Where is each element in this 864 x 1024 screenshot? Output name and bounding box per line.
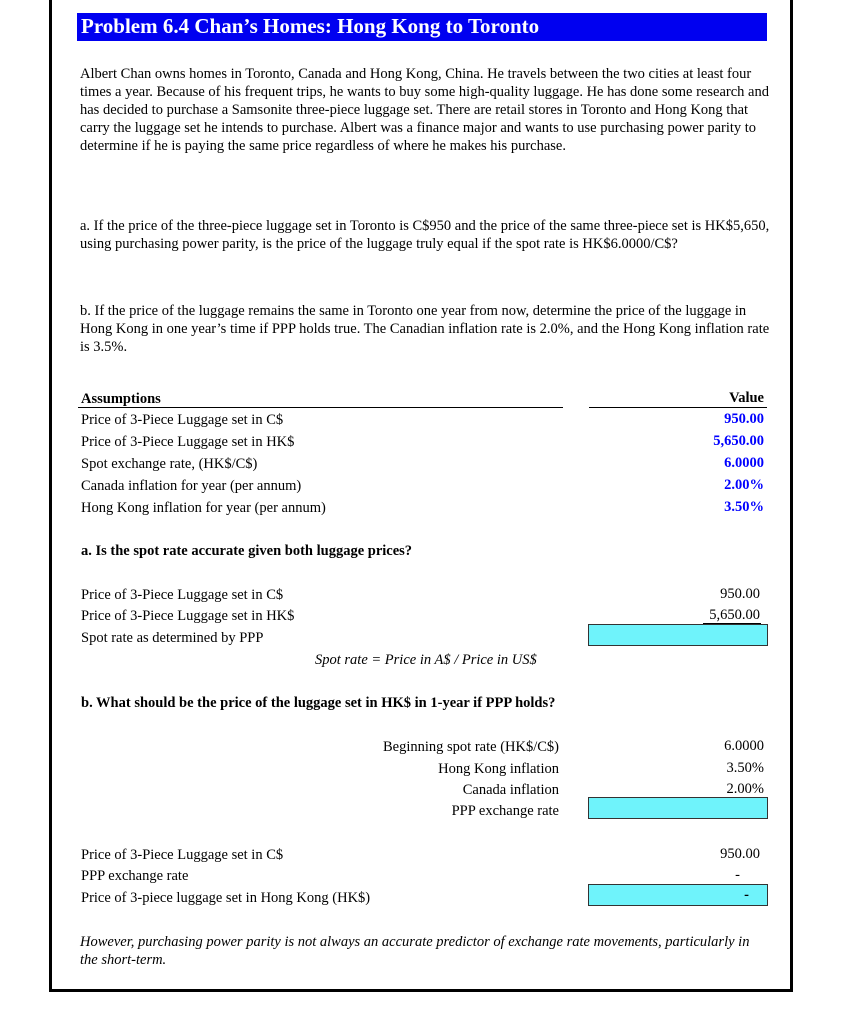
section-b-value: - <box>735 867 740 883</box>
assumption-label: Hong Kong inflation for year (per annum) <box>81 500 326 516</box>
calc-label: Canada inflation <box>462 782 559 798</box>
title-bar <box>77 13 767 41</box>
section-a-label: Spot rate as determined by PPP <box>81 630 264 646</box>
page-title: Problem 6.4 Chan’s Homes: Hong Kong to Toronto <box>81 14 540 38</box>
assumptions-header: Assumptions <box>81 391 161 407</box>
assumption-label: Canada inflation for year (per annum) <box>81 478 302 494</box>
ppp-spot-rate-answer-cell[interactable] <box>588 624 768 646</box>
section-a-value: 5,650.00 <box>709 607 760 623</box>
intro-paragraph: Albert Chan owns homes in Toronto, Canada and Hong Kong, China. He travels between the two cities at least four times a year. Because of his frequent trips, he wants to buy some high-quality luggage. He has done some research and has decided to purchase a Samsonite three-piece luggage set. There are retail stores in Toronto and Hong Kong that carry the luggage set he intends to purchase. Albert was a finance major and wants to use purchasing power parity to determine if he is paying the same price regardless of where he makes his purchase. <box>80 66 769 154</box>
assumption-label: Price of 3-Piece Luggage set in HK$ <box>81 434 295 450</box>
ppp-note: However, purchasing power parity is not always an accurate predictor of exchange rate movements, particularly in the short-term. <box>80 934 750 968</box>
question-a: a. If the price of the three-piece luggage set in Toronto is C$950 and the price of the same three-piece set is HK$5,650, using purchasing power parity, is the price of the luggage truly equal if the spot rate is HK$6.0000/C$? <box>80 218 770 252</box>
calc-label: Beginning spot rate (HK$/C$) <box>383 739 559 755</box>
calc-label: PPP exchange rate <box>451 803 559 819</box>
section-b-label: Price of 3-piece luggage set in Hong Kong (HK$) <box>81 890 371 906</box>
spot-rate-formula: Spot rate = Price in A$ / Price in US$ <box>315 652 537 668</box>
section-b-label: PPP exchange rate <box>81 868 189 884</box>
assumption-value: 950.00 <box>724 411 764 427</box>
calc-value: 2.00% <box>726 781 764 797</box>
calc-value: 3.50% <box>726 760 764 776</box>
assumption-value: 2.00% <box>724 477 764 493</box>
question-b: b. If the price of the luggage remains the same in Toronto one year from now, determine the price of the luggage in Hong Kong in one year’s time if PPP holds true. The Canadian inflation rate is 2.0%, and the Hong Kong inflation rate is 3.5%. <box>80 303 770 355</box>
assumptions-header-rule <box>78 407 563 408</box>
ppp-exchange-rate-answer-cell[interactable] <box>588 797 768 819</box>
section-a-label: Price of 3-Piece Luggage set in C$ <box>81 587 284 603</box>
calc-label: Hong Kong inflation <box>438 761 559 777</box>
section-a-value: 950.00 <box>720 586 760 602</box>
section-b-heading: b. What should be the price of the luggage set in HK$ in 1-year if PPP holds? <box>81 695 556 711</box>
assumption-label: Price of 3-Piece Luggage set in C$ <box>81 412 284 428</box>
assumption-value: 3.50% <box>724 499 764 515</box>
value-header-rule <box>589 407 767 408</box>
hk-price-answer-cell[interactable] <box>588 884 768 906</box>
assumption-value: 6.0000 <box>724 455 764 471</box>
value-header: Value <box>729 390 764 406</box>
section-b-value: 950.00 <box>720 846 760 862</box>
section-a-label: Price of 3-Piece Luggage set in HK$ <box>81 608 295 624</box>
section-b-label: Price of 3-Piece Luggage set in C$ <box>81 847 284 863</box>
calc-value: 6.0000 <box>724 738 764 754</box>
hk-price-answer-value: - <box>744 887 749 903</box>
section-a-heading: a. Is the spot rate accurate given both luggage prices? <box>81 543 413 559</box>
assumption-value: 5,650.00 <box>713 433 764 449</box>
assumption-label: Spot exchange rate, (HK$/C$) <box>81 456 258 472</box>
